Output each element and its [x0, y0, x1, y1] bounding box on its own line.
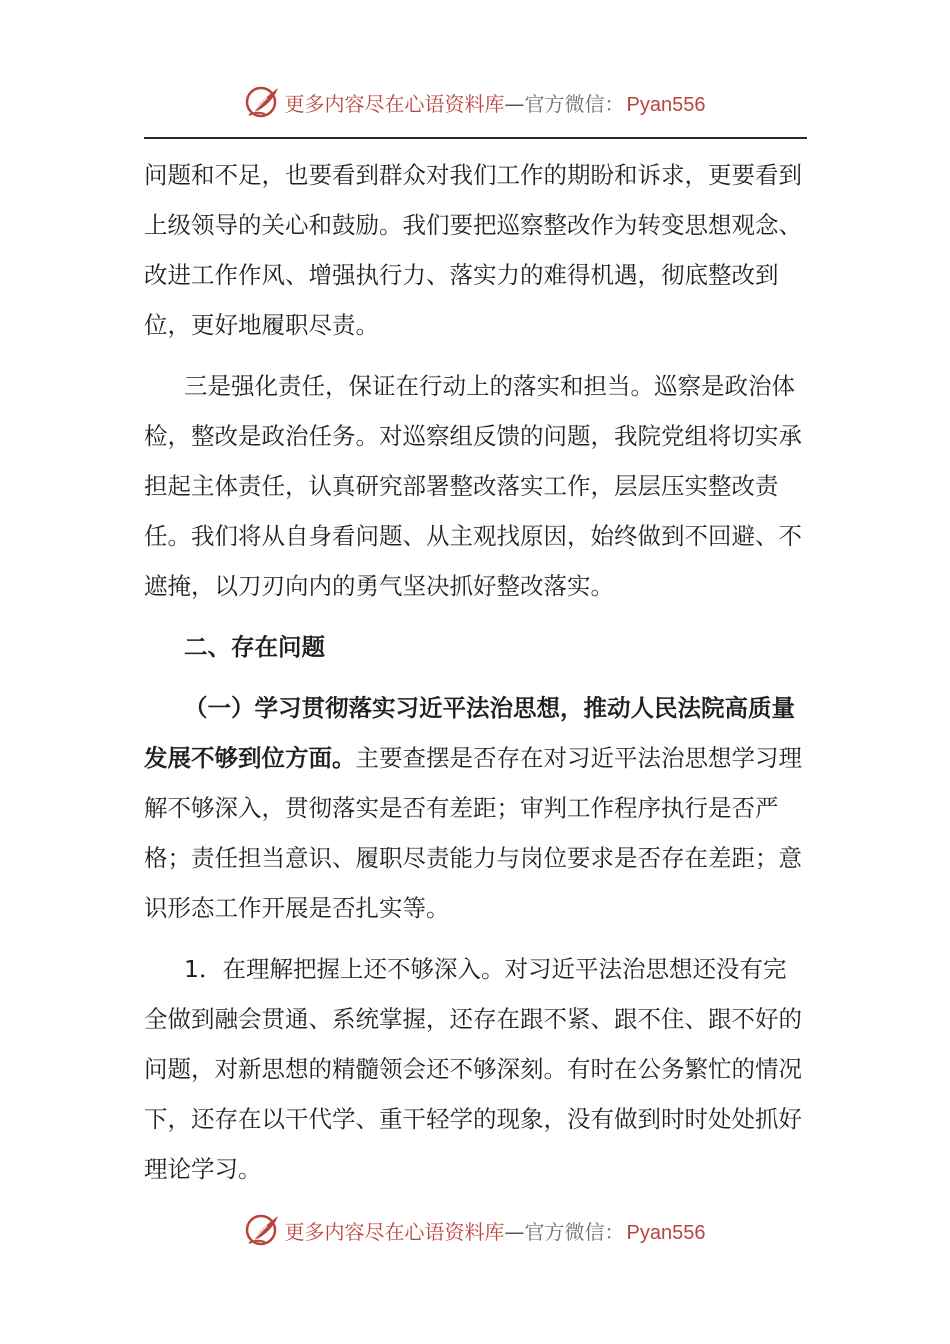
header-divider [144, 137, 807, 139]
feather-pen-logo-icon [245, 84, 281, 120]
document-body [144, 150, 807, 1194]
paragraph-continuation: 问题和不足，也要看到群众对我们工作的期盼和诉求，更要看到上级领导的关心和鼓励。我们要把巡察整改作为转变思想观念、改进工作作风、增强执行力、落实力的难得机遇，彻底整改到位，更好地履职尽责。 [144, 161, 802, 339]
paragraph-responsibility: 三是强化责任，保证在行动上的落实和担当。巡察是政治体检，整改是政治任务。对巡察组反馈的问题，我院党组将切实承担起主体责任，认真研究部署整改落实工作，层层压实整改责任。我们将从自身看问题、从主观找原因，始终做到不回避、不遮掩，以刀刃向内的勇气坚决抓好整改落实。 [144, 372, 802, 600]
subsection-body: 主要查摆是否存在对习近平法治思想学习理解不够深入，贯彻落实是否有差距；审判工作程序执行是否严格；责任担当意识、履职尽责能力与岗位要求是否存在差距；意识形态工作开展是否扎实等。 [144, 744, 802, 922]
watermark-text: 更多内容尽在心语资料库—官方微信： Pyan556 [284, 91, 706, 116]
paragraph-subsection-one [144, 683, 807, 933]
paragraph-item-one: 1．在理解把握上还不够深入。对习近平法治思想还没有完全做到融会贯通、系统掌握，还存在跟不紧、跟不住、跟不好的问题，对新思想的精髓领会还不够深刻。有时在公务繁忙的情况下，还存在以干代学、重干轻学的现象，没有做到时时处处抓好理论学习。 [144, 955, 802, 1183]
watermark-text: 更多内容尽在心语资料库—官方微信： Pyan556 [284, 1219, 706, 1244]
footer-watermark [0, 1208, 950, 1252]
subsection-title: （一）学习贯彻落实习近平法治思想，推动人民法院高质量发展不够到位方面。 [144, 694, 795, 772]
header-watermark [0, 80, 950, 124]
section-heading-problems: 二、存在问题 [184, 633, 325, 661]
feather-pen-logo-icon [245, 1212, 281, 1248]
